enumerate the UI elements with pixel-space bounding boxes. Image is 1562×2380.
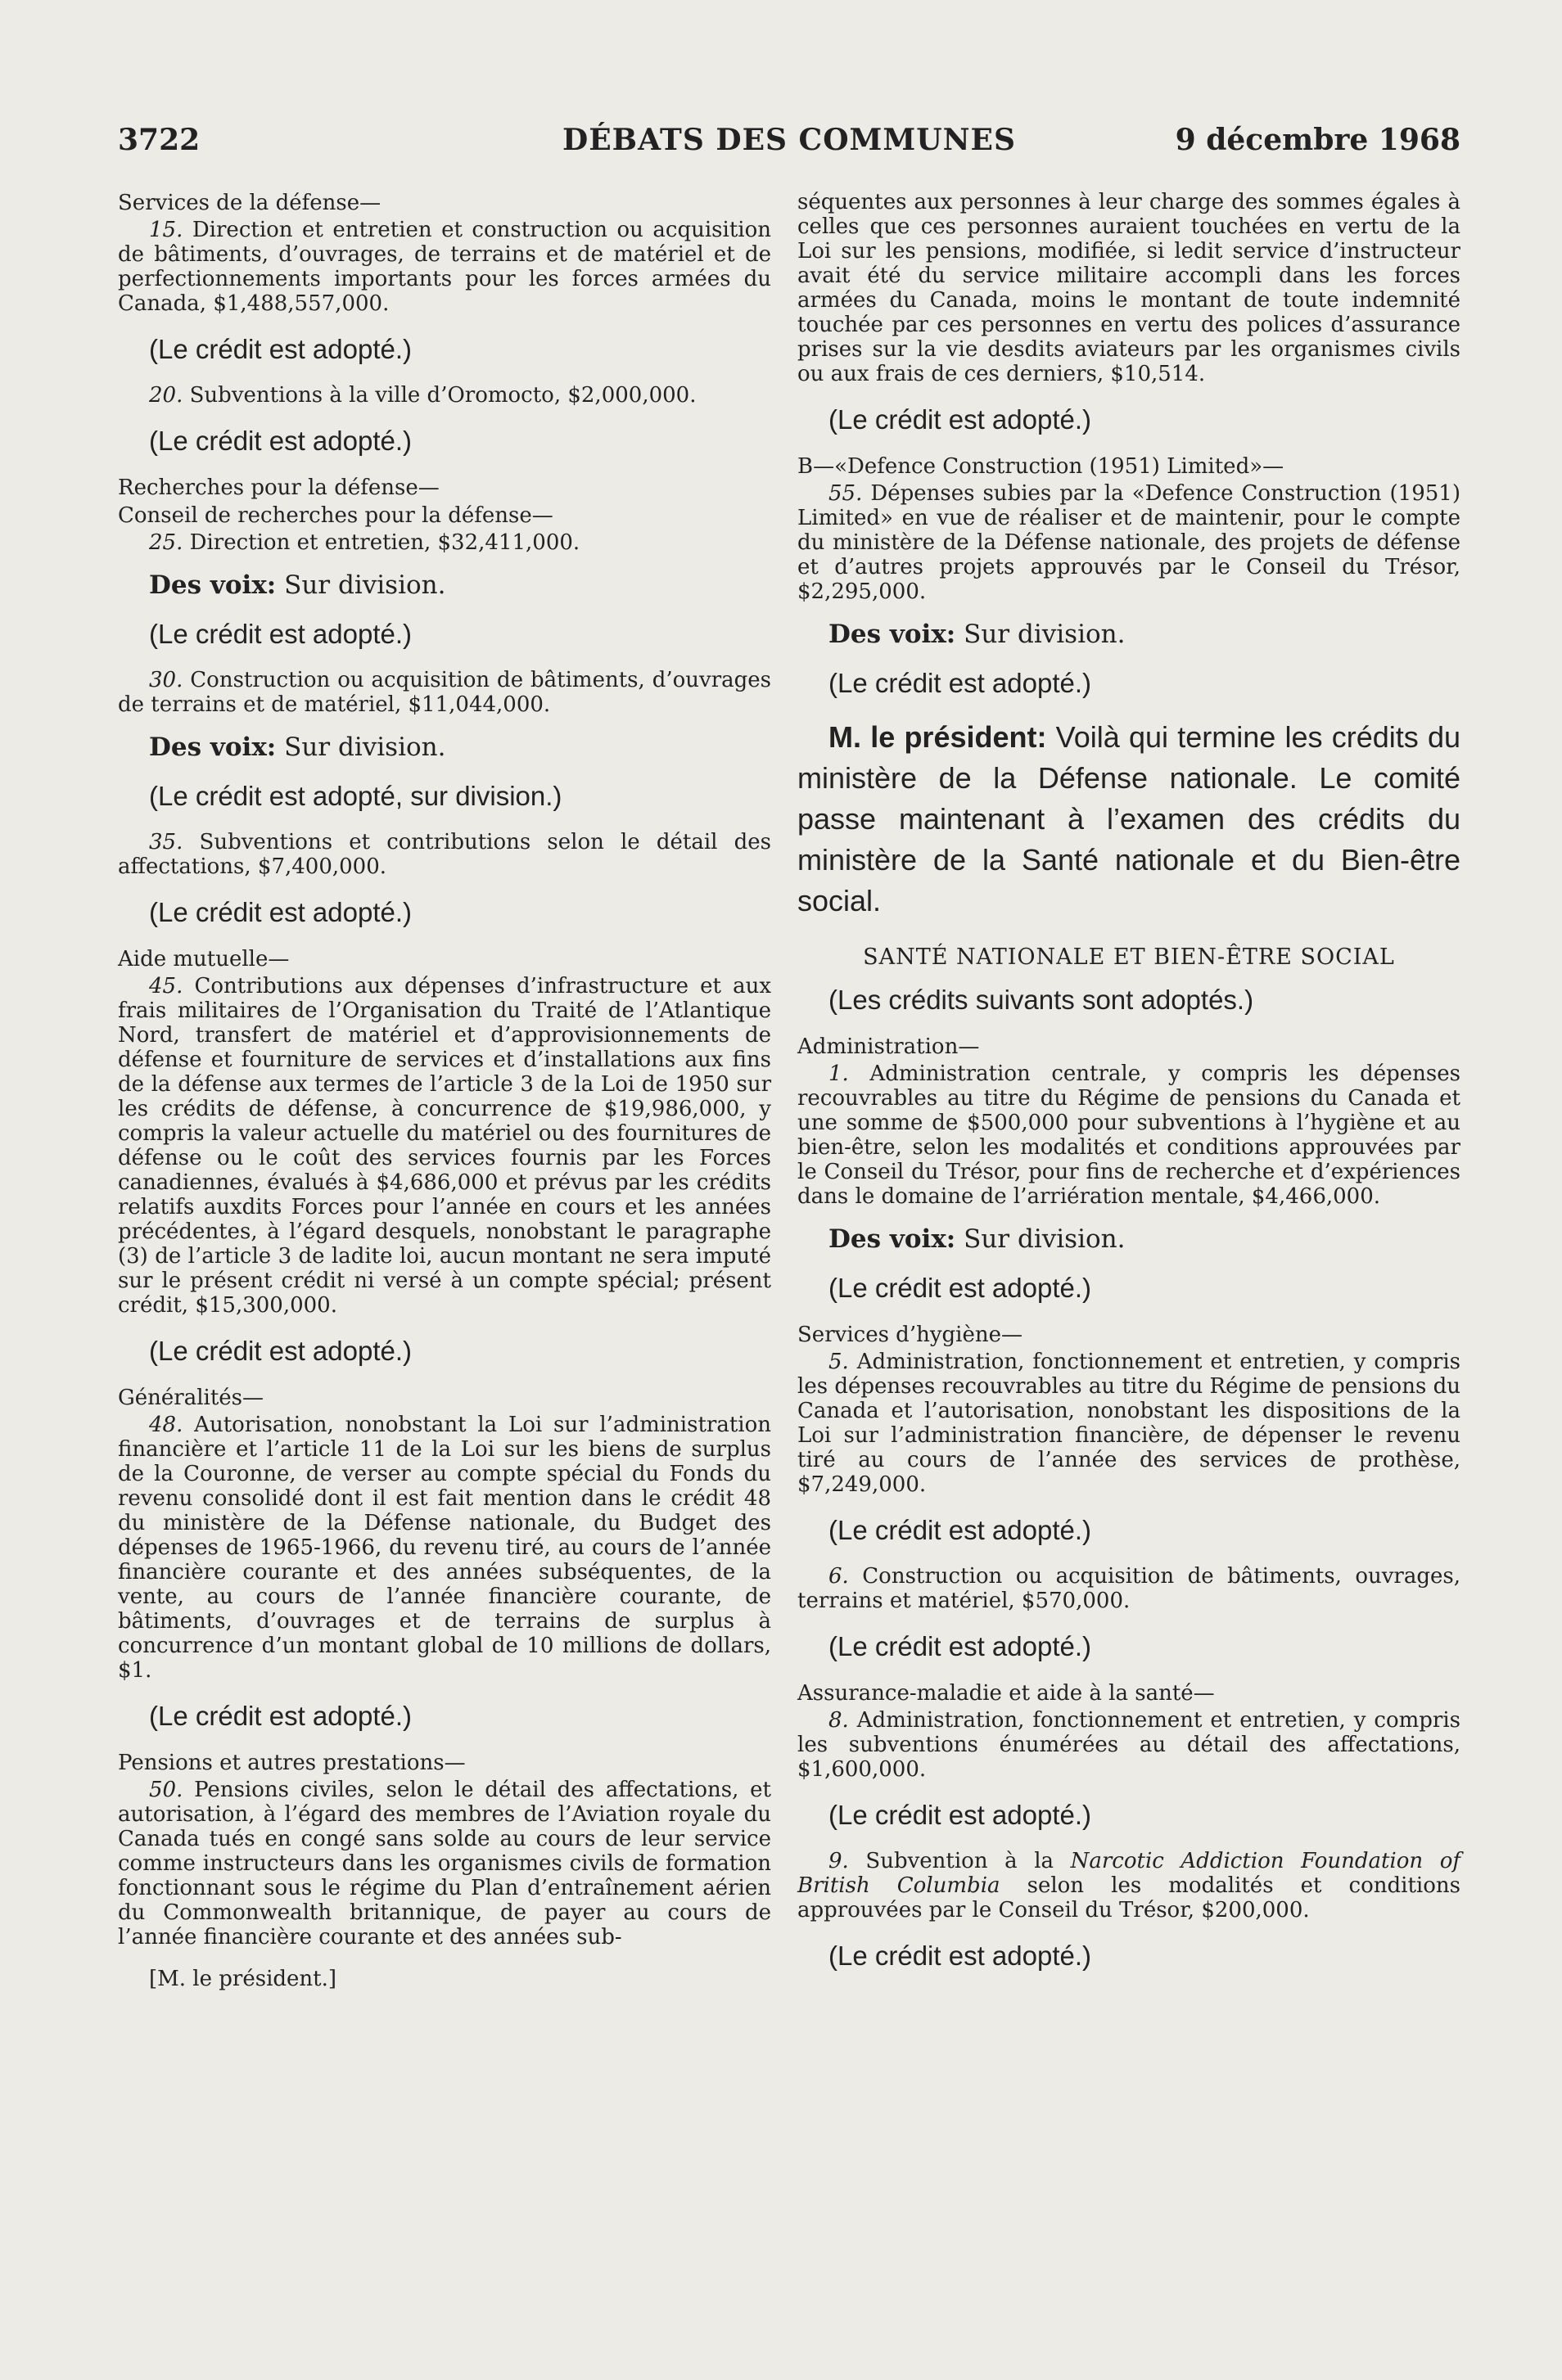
- vote-item-35: 35. Subventions et contributions selon le détail des affectations, $7,400,000.: [118, 830, 771, 879]
- vote-item-9: 9. Subvention à la Narcotic Addiction Foundation of British Columbia selon les modalités et conditions approuvées par le Conseil du Trésor, $200,000.: [797, 1849, 1460, 1922]
- vote-item-25: 25. Direction et entretien, $32,411,000.: [149, 530, 580, 555]
- page-header: [118, 123, 1460, 172]
- vote-item-8: 8. Administration, fonctionnement et entretien, y compris les subventions énumérées au détail des affectations, $1,600,000.: [797, 1708, 1460, 1782]
- vote-item-55: 55. Dépenses subies par la «Defence Construction (1951) Limited» en vue de réaliser et de maintenir, pour le compte du ministère de la Défense nationale, des projets de défense et d’autres projets approuvés par le Conseil du Trésor, $2,295,000.: [797, 481, 1460, 604]
- chairman-statement: M. le président: Voilà qui termine les crédits du ministère de la Défense nationale. Le comité passe maintenant à l’examen des crédits du ministère de la Santé nationale et du Bien-être social.: [797, 720, 1460, 917]
- section-heading: Services de la défense—: [118, 191, 381, 215]
- votes-adopted-notice: (Les crédits suivants sont adoptés.): [828, 985, 1254, 1015]
- right-column: [797, 190, 1460, 1990]
- vote-adopted: (Le crédit est adopté.): [149, 619, 413, 649]
- section-heading: Aide mutuelle—: [118, 947, 290, 971]
- voices-remark: Des voix: Sur division.: [149, 732, 446, 762]
- vote-adopted: (Le crédit est adopté.): [149, 897, 413, 927]
- issue-date: 9 décembre 1968: [1175, 123, 1460, 157]
- subsection-heading: Conseil de recherches pour la défense—: [118, 503, 553, 528]
- section-heading: Administration—: [797, 1034, 980, 1059]
- vote-item-1: 1. Administration centrale, y compris les dépenses recouvrables au titre du Régime de pensions du Canada et une somme de $500,000 pour subventions à l’hygiène et au bien-être, selon les modalités et conditions approuvées par le Conseil du Trésor, pour fins de recherche et d’expériences dans le domaine de l’arriération mentale, $4,466,000.: [797, 1062, 1460, 1209]
- vote-adopted: (Le crédit est adopté.): [149, 1336, 413, 1366]
- section-heading: Pensions et autres prestations—: [118, 1751, 466, 1775]
- vote-adopted: (Le crédit est adopté.): [828, 1941, 1092, 1971]
- vote-item-20: 20. Subventions à la ville d’Oromocto, $2,000,000.: [149, 383, 697, 408]
- vote-adopted: (Le crédit est adopté.): [149, 1701, 413, 1731]
- department-title: SANTÉ NATIONALE ET BIEN-ÊTRE SOCIAL: [863, 944, 1395, 970]
- vote-item-45: 45. Contributions aux dépenses d’infrastructure et aux frais militaires de l’Organisation du Traité de l’Atlantique Nord, transfert de matériel et d’approvisionnements de défense et fourniture de services et d’installations aux fins de la défense aux termes de l’article 3 de la Loi de 1950 sur les crédits de défense, à concurrence de $19,986,000, y compris la valeur actuelle du matériel ou des fournitures de défense ou le coût des services fournis par les Forces canadiennes, évalués à $4,686,000 et prévus par les crédits relatifs auxdits Forces pour l’année en cours et les années précédentes, à l’égard desquels, nonobstant le paragraphe (3) de l’article 3 de ladite loi, aucun montant ne sera imputé sur le présent crédit ni versé à un compte spécial; présent crédit, $15,300,000.: [118, 974, 771, 1318]
- section-heading: Services d’hygiène—: [797, 1323, 1023, 1347]
- vote-adopted: (Le crédit est adopté, sur division.): [149, 781, 562, 811]
- vote-adopted: (Le crédit est adopté.): [828, 1515, 1092, 1545]
- vote-adopted: (Le crédit est adopté.): [149, 426, 413, 456]
- page-number: 3722: [118, 123, 201, 157]
- voices-remark: Des voix: Sur division.: [828, 1224, 1126, 1254]
- section-heading: B—«Defence Construction (1951) Limited»—: [797, 454, 1284, 479]
- vote-item-15: 15. Direction et entretien et construction ou acquisition de bâtiments, d’ouvrages, de terrains et de matériel et de perfectionnements importants pour les forces armées du Canada, $1,488,557,000.: [118, 218, 771, 316]
- voices-remark: Des voix: Sur division.: [149, 570, 446, 600]
- vote-adopted: (Le crédit est adopté.): [828, 1800, 1092, 1830]
- voices-remark: Des voix: Sur division.: [828, 620, 1126, 649]
- vote-item-6: 6. Construction ou acquisition de bâtiments, ouvrages, terrains et matériel, $570,000.: [797, 1564, 1460, 1613]
- section-heading: Généralités—: [118, 1386, 264, 1410]
- left-column: [118, 190, 771, 1992]
- vote-item-48: 48. Autorisation, nonobstant la Loi sur l’administration financière et l’article 11 de la Loi sur les biens de surplus de la Couronne, de verser au compte spécial du Fonds du revenu consolidé dont il est fait mention dans le crédit 48 du ministère de la Défense nationale, du Budget des dépenses de 1965-1966, du revenu tiré, au cours de l’année financière courante et des années subséquentes, de la vente, au cours de l’année financière courante, de bâtiments, d’ouvrages et de terrains de surplus à concurrence d’un montant global de 10 millions de dollars, $1.: [118, 1413, 771, 1683]
- vote-adopted: (Le crédit est adopté.): [828, 668, 1092, 698]
- vote-item-30: 30. Construction ou acquisition de bâtiments, d’ouvrages de terrains et de matériel, $11,044,000.: [118, 668, 771, 717]
- vote-adopted: (Le crédit est adopté.): [828, 1631, 1092, 1661]
- vote-adopted: (Le crédit est adopté.): [828, 1273, 1092, 1303]
- section-heading: Recherches pour la défense—: [118, 476, 440, 500]
- section-heading: Assurance-maladie et aide à la santé—: [797, 1681, 1215, 1706]
- vote-item-5: 5. Administration, fonctionnement et entretien, y compris les dépenses recouvrables au titre du Régime de pensions du Canada et l’autorisation, nonobstant les dispositions de la Loi sur l’administration financière, de dépenser le revenu tiré au cours de l’année des services de prothèse, $7,249,000.: [797, 1350, 1460, 1497]
- journal-title: DÉBATS DES COMMUNES: [562, 123, 1016, 157]
- vote-item-50-continued: séquentes aux personnes à leur charge des sommes égales à celles que ces personnes auraient touchées en vertu de la Loi sur les pensions, modifiée, si ledit service d’instructeur avait été du service militaire accompli dans les forces armées du Canada, moins le montant de toute indemnité touchée par ces personnes en vertu des polices d’assurance prises sur la vie desdits aviateurs par les organismes civils ou aux frais de ces derniers, $10,514.: [797, 190, 1460, 386]
- vote-item-50: 50. Pensions civiles, selon le détail des affectations, et autorisation, à l’égard des membres de l’Aviation royale du Canada tués en congé sans solde au cours de leur service comme instructeurs dans les organismes civils de formation fonctionnant sous le régime du Plan d’entraînement aérien du Commonwealth britannique, de payer au cours de l’année financière courante et des années sub-: [118, 1778, 771, 1950]
- speaker-footer: [M. le président.]: [149, 1967, 337, 1991]
- vote-adopted: (Le crédit est adopté.): [149, 334, 413, 364]
- vote-adopted: (Le crédit est adopté.): [828, 404, 1092, 435]
